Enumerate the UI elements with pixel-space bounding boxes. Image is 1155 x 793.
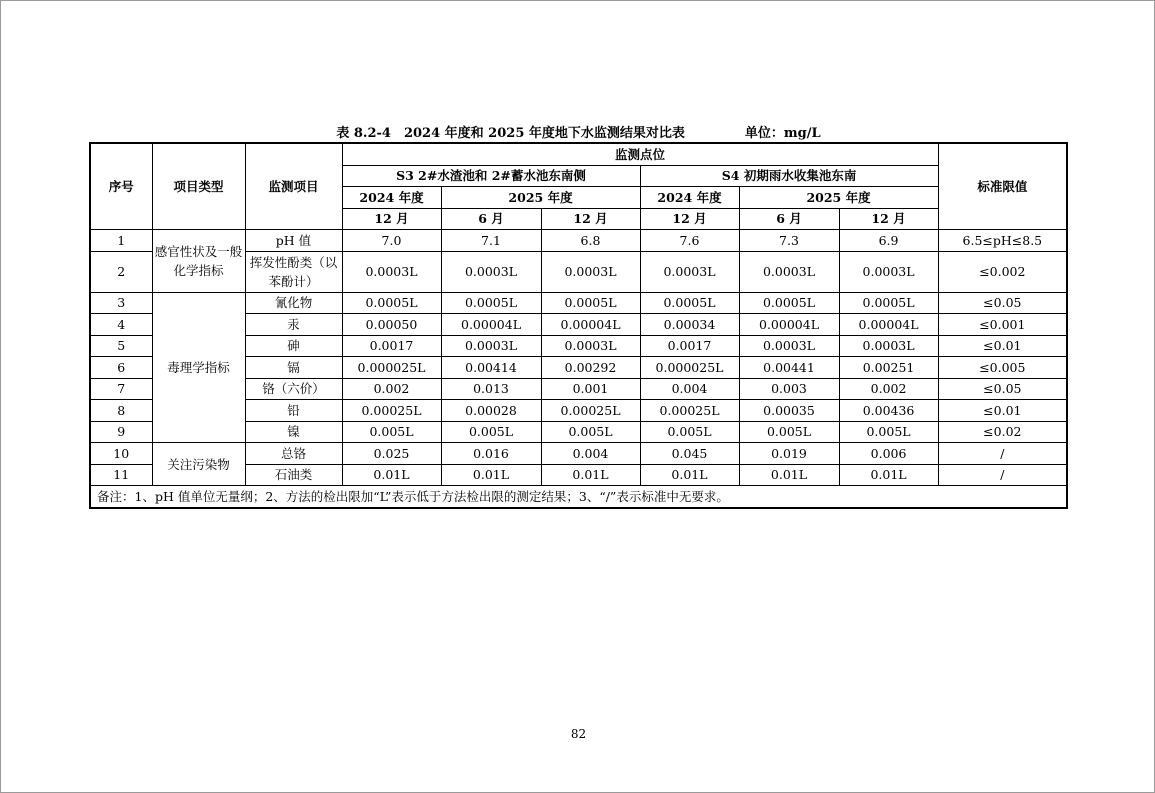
value-cell: 0.00025L <box>640 400 739 422</box>
header-row-1 <box>90 143 1067 165</box>
value-cell: 0.000025L <box>640 357 739 379</box>
value-cell: 6.9 <box>839 230 938 252</box>
value-cell: 0.006 <box>839 443 938 465</box>
limit-cell: ≤0.01 <box>938 400 1067 422</box>
value-cell: 0.00004L <box>739 314 839 336</box>
value-cell: 0.0003L <box>541 251 640 292</box>
category-cell: 关注污染物 <box>152 443 245 486</box>
value-cell: 0.005L <box>640 421 739 443</box>
value-cell: 0.0005L <box>342 292 441 314</box>
value-cell: 0.003 <box>739 378 839 400</box>
item-cell: 镍 <box>245 421 342 443</box>
monitoring-results-table <box>89 142 1068 509</box>
table-row <box>90 230 1067 252</box>
header-month: 12 月 <box>342 208 441 230</box>
table-caption <box>89 122 1068 141</box>
limit-cell: / <box>938 443 1067 465</box>
table-row <box>90 443 1067 465</box>
value-cell: 0.0005L <box>441 292 541 314</box>
item-cell: 砷 <box>245 335 342 357</box>
limit-cell: ≤0.05 <box>938 378 1067 400</box>
value-cell: 0.00035 <box>739 400 839 422</box>
value-cell: 6.8 <box>541 230 640 252</box>
value-cell: 0.019 <box>739 443 839 465</box>
value-cell: 0.01L <box>839 464 938 486</box>
item-cell: 汞 <box>245 314 342 336</box>
value-cell: 0.0005L <box>640 292 739 314</box>
value-cell: 0.0017 <box>640 335 739 357</box>
value-cell: 0.025 <box>342 443 441 465</box>
row-number: 6 <box>90 357 152 379</box>
header-item: 监测项目 <box>245 143 342 230</box>
value-cell: 0.002 <box>342 378 441 400</box>
value-cell: 0.0003L <box>342 251 441 292</box>
value-cell: 0.0017 <box>342 335 441 357</box>
value-cell: 7.0 <box>342 230 441 252</box>
limit-cell: ≤0.05 <box>938 292 1067 314</box>
limit-cell: 6.5≤pH≤8.5 <box>938 230 1067 252</box>
value-cell: 0.0003L <box>541 335 640 357</box>
row-number: 8 <box>90 400 152 422</box>
value-cell: 0.002 <box>839 378 938 400</box>
value-cell: 0.00004L <box>441 314 541 336</box>
value-cell: 7.1 <box>441 230 541 252</box>
value-cell: 0.0005L <box>739 292 839 314</box>
value-cell: 0.01L <box>640 464 739 486</box>
value-cell: 0.001 <box>541 378 640 400</box>
row-number: 5 <box>90 335 152 357</box>
value-cell: 0.000025L <box>342 357 441 379</box>
value-cell: 0.01L <box>739 464 839 486</box>
row-number: 10 <box>90 443 152 465</box>
value-cell: 0.0003L <box>441 251 541 292</box>
value-cell: 0.004 <box>541 443 640 465</box>
limit-cell: ≤0.01 <box>938 335 1067 357</box>
header-limit: 标准限值 <box>938 143 1067 230</box>
value-cell: 0.0005L <box>541 292 640 314</box>
table-title: 表 8.2-4 2024 年度和 2025 年度地下水监测结果对比表 <box>336 126 685 141</box>
value-cell: 0.00004L <box>541 314 640 336</box>
item-cell: 氰化物 <box>245 292 342 314</box>
row-number: 1 <box>90 230 152 252</box>
header-month: 12 月 <box>541 208 640 230</box>
row-number: 4 <box>90 314 152 336</box>
value-cell: 0.0003L <box>441 335 541 357</box>
limit-cell: ≤0.02 <box>938 421 1067 443</box>
header-category: 项目类型 <box>152 143 245 230</box>
value-cell: 0.00028 <box>441 400 541 422</box>
value-cell: 0.00292 <box>541 357 640 379</box>
value-cell: 7.6 <box>640 230 739 252</box>
item-cell: 挥发性酚类（以苯酚计） <box>245 251 342 292</box>
value-cell: 0.045 <box>640 443 739 465</box>
value-cell: 0.005L <box>441 421 541 443</box>
category-cell: 毒理学指标 <box>152 292 245 443</box>
value-cell: 0.0003L <box>739 251 839 292</box>
item-cell: 石油类 <box>245 464 342 486</box>
value-cell: 0.005L <box>739 421 839 443</box>
value-cell: 0.00251 <box>839 357 938 379</box>
category-cell: 感官性状及一般化学指标 <box>152 230 245 293</box>
value-cell: 0.00050 <box>342 314 441 336</box>
header-month: 12 月 <box>839 208 938 230</box>
header-s3: S3 2#水渣池和 2#蓄水池东南侧 <box>342 165 640 187</box>
value-cell: 0.00436 <box>839 400 938 422</box>
value-cell: 0.005L <box>839 421 938 443</box>
header-s4: S4 初期雨水收集池东南 <box>640 165 938 187</box>
table-note: 备注：1、pH 值单位无量纲；2、方法的检出限加“L”表示低于方法检出限的测定结果；3、“/”表示标准中无要求。 <box>90 486 1067 509</box>
row-number: 7 <box>90 378 152 400</box>
value-cell: 0.00004L <box>839 314 938 336</box>
limit-cell: / <box>938 464 1067 486</box>
header-month: 12 月 <box>640 208 739 230</box>
value-cell: 0.016 <box>441 443 541 465</box>
header-seq: 序号 <box>90 143 152 230</box>
row-number: 2 <box>90 251 152 292</box>
value-cell: 0.0005L <box>839 292 938 314</box>
row-number: 9 <box>90 421 152 443</box>
header-points: 监测点位 <box>342 143 938 165</box>
header-s3-2025: 2025 年度 <box>441 187 640 209</box>
value-cell: 0.00025L <box>342 400 441 422</box>
value-cell: 0.00034 <box>640 314 739 336</box>
value-cell: 0.005L <box>342 421 441 443</box>
header-month: 6 月 <box>441 208 541 230</box>
limit-cell: ≤0.001 <box>938 314 1067 336</box>
item-cell: pH 值 <box>245 230 342 252</box>
table-unit: 单位：mg/L <box>744 126 821 141</box>
value-cell: 0.01L <box>441 464 541 486</box>
value-cell: 0.00414 <box>441 357 541 379</box>
value-cell: 0.00025L <box>541 400 640 422</box>
item-cell: 铅 <box>245 400 342 422</box>
header-s4-2025: 2025 年度 <box>739 187 938 209</box>
item-cell: 铬（六价） <box>245 378 342 400</box>
header-s4-2024: 2024 年度 <box>640 187 739 209</box>
header-s3-2024: 2024 年度 <box>342 187 441 209</box>
value-cell: 7.3 <box>739 230 839 252</box>
item-cell: 镉 <box>245 357 342 379</box>
limit-cell: ≤0.002 <box>938 251 1067 292</box>
value-cell: 0.013 <box>441 378 541 400</box>
value-cell: 0.004 <box>640 378 739 400</box>
value-cell: 0.01L <box>541 464 640 486</box>
value-cell: 0.0003L <box>640 251 739 292</box>
limit-cell: ≤0.005 <box>938 357 1067 379</box>
table-row <box>90 292 1067 314</box>
value-cell: 0.00441 <box>739 357 839 379</box>
header-month: 6 月 <box>739 208 839 230</box>
value-cell: 0.005L <box>541 421 640 443</box>
row-number: 3 <box>90 292 152 314</box>
row-number: 11 <box>90 464 152 486</box>
page-number: 82 <box>570 727 587 741</box>
value-cell: 0.0003L <box>739 335 839 357</box>
value-cell: 0.0003L <box>839 335 938 357</box>
value-cell: 0.0003L <box>839 251 938 292</box>
item-cell: 总铬 <box>245 443 342 465</box>
value-cell: 0.01L <box>342 464 441 486</box>
note-row <box>90 486 1067 509</box>
